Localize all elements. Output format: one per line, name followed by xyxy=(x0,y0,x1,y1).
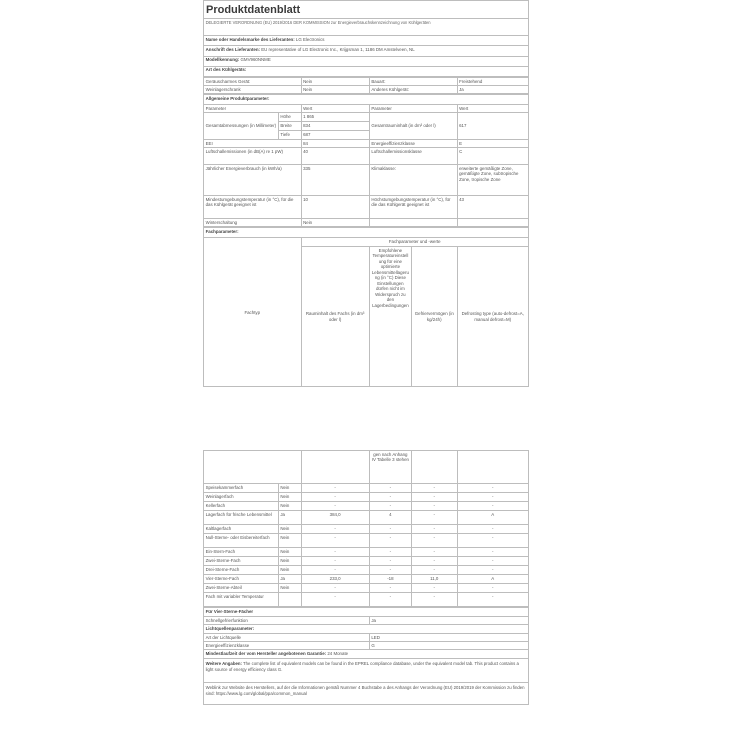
blank-cell xyxy=(204,451,302,484)
type-cell: Weinlagerschrank xyxy=(204,85,302,93)
compartment-present: Nein xyxy=(278,484,301,493)
compartment-group-header: Fachparameter und -werte xyxy=(301,238,529,247)
compartment-defrost: - xyxy=(457,525,529,534)
compartment-defrost: - xyxy=(457,593,529,607)
compartment-row xyxy=(204,493,529,502)
compartment-row xyxy=(204,557,529,566)
compartment-freezing: - xyxy=(412,493,458,502)
general-row xyxy=(204,148,529,165)
param-cell: Jährlicher Energieverbrauch (in kWh/a) xyxy=(204,165,302,196)
compartment-name: Speisekammerfach xyxy=(204,484,279,493)
param-cell: Mindestumgebungstemperatur (in °C), für die das Kühlgerät geeignet ist xyxy=(204,196,302,219)
compartment-present: Nein xyxy=(278,548,301,557)
compartment-row xyxy=(204,584,529,593)
value-cell: 335 xyxy=(301,165,369,196)
compartment-freezing: - xyxy=(412,557,458,566)
compartment-defrost: - xyxy=(457,534,529,548)
compartment-header-table xyxy=(203,227,529,387)
compartment-temperature: -18 xyxy=(369,575,411,584)
compartment-temperature: - xyxy=(369,484,411,493)
compartment-present: Ja xyxy=(278,511,301,525)
general-table xyxy=(203,94,529,227)
compartment-volume: - xyxy=(301,548,369,557)
further-info-value: The complete list of equivalent models can be found in the EPREL compliance database, under the equivalent model tab. This product contains a light source of energy efficiency class G. xyxy=(205,661,519,672)
warranty-row xyxy=(204,650,529,659)
type-row xyxy=(204,77,529,85)
dimension-value: 687 xyxy=(301,131,369,140)
page-title: Produktdatenblatt xyxy=(204,1,529,19)
compartment-name: Drei-Sterne-Fach xyxy=(204,566,279,575)
light-label: Art der Lichtquelle xyxy=(204,634,370,642)
compartment-present: Nein xyxy=(278,493,301,502)
compartment-freezing: - xyxy=(412,511,458,525)
further-info-row xyxy=(204,659,529,683)
compartment-present: Nein xyxy=(278,534,301,548)
compartment-name: Kaltlagerfach xyxy=(204,525,279,534)
compartment-defrost: - xyxy=(457,566,529,575)
sheet-bottom xyxy=(203,450,529,736)
compartment-freezing: - xyxy=(412,534,458,548)
compartment-defrost: - xyxy=(457,548,529,557)
type-cell: Geräuscharmes Gerät: xyxy=(204,77,302,85)
volume-header: Rauminhalt des Fachs (in dm³ oder l) xyxy=(301,247,369,387)
value-cell: Nein xyxy=(301,219,369,227)
compartment-volume: 233,0 xyxy=(301,575,369,584)
compartment-name: Zwei-Sterne-Fach xyxy=(204,557,279,566)
type-table xyxy=(203,77,529,94)
value-cell: C xyxy=(457,148,529,165)
compartment-present: Nein xyxy=(278,502,301,511)
dimensions-label: Gesamtabmessungen (in Millimeter) xyxy=(204,113,279,140)
compartment-name: Kellerfach xyxy=(204,502,279,511)
compartment-defrost: A xyxy=(457,575,529,584)
compartment-defrost: - xyxy=(457,584,529,593)
compartment-volume: - xyxy=(301,557,369,566)
compartment-volume: - xyxy=(301,534,369,548)
supplier-label: Name oder Handelsmarke des Lieferanten: xyxy=(205,36,295,42)
compartment-row xyxy=(204,534,529,548)
type-cell: Freistehend xyxy=(457,77,529,85)
value-cell: 40 xyxy=(301,148,369,165)
compartment-volume: - xyxy=(301,502,369,511)
header-cell: Wert xyxy=(301,105,369,113)
compartment-table xyxy=(203,450,529,607)
model-label: Modellkennung: xyxy=(205,57,240,63)
address-label: Anschrift des Lieferanten: xyxy=(205,46,260,52)
light-value: LED xyxy=(369,634,528,642)
compartment-freezing: - xyxy=(412,525,458,534)
temperature-header-continued: gen nach Anhang IV Tabelle 3 stehen xyxy=(369,451,411,484)
dimension-value: 1 865 xyxy=(301,113,369,122)
compartment-name: Fach mit variabler Temperatur xyxy=(204,593,279,607)
blank-cell xyxy=(301,451,369,484)
compartment-freezing: - xyxy=(412,593,458,607)
type-row xyxy=(204,85,529,93)
supplier-row xyxy=(204,36,529,46)
value-cell: 43 xyxy=(457,196,529,219)
compartment-present: Nein xyxy=(278,584,301,593)
compartment-defrost: A xyxy=(457,511,529,525)
temperature-header: Empfohlene Temperatureinstellung für eine optimierte Lebensmittellagerung (in °C) Diese Einstellungen dürfen nicht im Widerspruch zu den Lagerbedingungen xyxy=(369,247,411,387)
compartment-freezing: - xyxy=(412,502,458,511)
quick-freeze-label: Schnellgefrierfunktion xyxy=(204,617,370,625)
value-cell: 84 xyxy=(301,140,369,148)
light-row xyxy=(204,642,529,650)
compartment-volume: 384,0 xyxy=(301,511,369,525)
compartment-present xyxy=(278,593,301,607)
compartment-volume: - xyxy=(301,584,369,593)
param-cell xyxy=(369,219,457,227)
volume-label: Gesamtrauminhalt (in dm³ oder l) xyxy=(369,113,457,140)
compartment-type-header: Fachtyp xyxy=(204,238,302,387)
footer-table xyxy=(203,607,529,705)
volume-value: 617 xyxy=(457,113,529,140)
compartment-freezing: 11,0 xyxy=(412,575,458,584)
general-row xyxy=(204,196,529,219)
value-cell: 10 xyxy=(301,196,369,219)
address-value: EU representative of LG Electronic Inc., Krijgsman 1, 1186 DM Amstelveen, NL xyxy=(261,46,415,52)
general-row xyxy=(204,140,529,148)
type-cell: Ja xyxy=(457,85,529,93)
compartment-temperature: 4 xyxy=(369,511,411,525)
light-value: G xyxy=(369,642,528,650)
supplier-value: LG Electronics xyxy=(295,36,325,42)
weblink-text: Weblink zur Website des Herstellers, auf der die Informationen gemäß Nummer 4 Buchstabe a des Anhangs der Verordnung (EU) 2019/2019 der Kommission zu finden sind: https://www.lg.com/global/ppa/common_manual xyxy=(204,683,529,705)
compartment-freezing: - xyxy=(412,548,458,557)
value-cell: erweiterte gemäßigte Zone, gemäßigte Zone, subtropische Zone, tropische Zone xyxy=(457,165,529,196)
light-row xyxy=(204,634,529,642)
compartment-section-heading: Fachparameter: xyxy=(204,228,529,238)
compartment-volume: - xyxy=(301,566,369,575)
param-cell: Luftschallemissionsklasse xyxy=(369,148,457,165)
address-row xyxy=(204,46,529,56)
compartment-row xyxy=(204,525,529,534)
compartment-name: Weinlagerfach xyxy=(204,493,279,502)
compartment-temperature: - xyxy=(369,525,411,534)
compartment-volume: - xyxy=(301,593,369,607)
compartment-present: Ja xyxy=(278,575,301,584)
compartment-temperature: - xyxy=(369,548,411,557)
compartment-row xyxy=(204,575,529,584)
value-cell: E xyxy=(457,140,529,148)
model-row xyxy=(204,56,529,66)
freezing-header: Gefriervermögen (in kg/24h) xyxy=(412,247,458,387)
compartment-present: Nein xyxy=(278,525,301,534)
type-cell: Bauart: xyxy=(369,77,457,85)
dimension-name: Tiefe xyxy=(278,131,301,140)
general-section-heading: Allgemeine Produktparameter: xyxy=(204,94,529,104)
compartment-row xyxy=(204,511,529,525)
dimension-name: Höhe xyxy=(278,113,301,122)
compartment-defrost: - xyxy=(457,493,529,502)
param-cell: Luftschallemissionen (in dB(A) re 1 pW) xyxy=(204,148,302,165)
value-cell xyxy=(457,219,529,227)
compartment-row xyxy=(204,484,529,493)
param-cell: Höchstumgebungstemperatur (in °C), für die das Kühlgerät geeignet ist xyxy=(369,196,457,219)
type-cell: Nein xyxy=(301,77,369,85)
compartment-row xyxy=(204,593,529,607)
compartment-temperature: - xyxy=(369,566,411,575)
compartment-temperature: - xyxy=(369,534,411,548)
dimension-name: Breite xyxy=(278,122,301,131)
quick-freeze-value: Ja xyxy=(369,617,528,625)
general-row xyxy=(204,219,529,227)
param-cell: EEI xyxy=(204,140,302,148)
compartment-present: Nein xyxy=(278,566,301,575)
compartment-temperature: - xyxy=(369,502,411,511)
model-value: GMV960NNME xyxy=(240,57,271,63)
compartment-row xyxy=(204,566,529,575)
header-cell: Parameter xyxy=(369,105,457,113)
param-cell: Energieeffizienzklasse xyxy=(369,140,457,148)
general-header-row xyxy=(204,105,529,113)
compartment-temperature: - xyxy=(369,493,411,502)
compartment-defrost: - xyxy=(457,484,529,493)
light-heading: Lichtquellenparameter: xyxy=(204,625,529,634)
four-star-heading: Für Vier-Sterne-Fächer xyxy=(204,608,529,617)
compartment-name: Vier-Sterne-Fach xyxy=(204,575,279,584)
regulation-text: DELEGIERTE VERORDNUNG (EU) 2019/2016 DER KOMMISSION zur Energieverbrauchskennzeichnung von Kühlgeräten xyxy=(204,19,529,36)
header-cell: Parameter xyxy=(204,105,302,113)
compartment-name: Zwei-Sterne-Abteil xyxy=(204,584,279,593)
header-table xyxy=(203,0,529,77)
compartment-freezing: - xyxy=(412,566,458,575)
compartment-row xyxy=(204,548,529,557)
compartment-name: Lagerfach für frische Lebensmittel xyxy=(204,511,279,525)
quick-freeze-row xyxy=(204,617,529,625)
compartment-temperature: - xyxy=(369,584,411,593)
compartment-volume: - xyxy=(301,484,369,493)
param-cell: Klimaklasse: xyxy=(369,165,457,196)
further-info-label: Weitere Angaben: xyxy=(205,661,242,667)
compartment-rows xyxy=(204,484,529,607)
blank-cell xyxy=(412,451,458,484)
sheet-top xyxy=(203,0,529,450)
compartment-volume: - xyxy=(301,525,369,534)
compartment-volume: - xyxy=(301,493,369,502)
header-cell: Wert xyxy=(457,105,529,113)
param-cell: Winterschaltung xyxy=(204,219,302,227)
type-cell: Anderes Kühlgerät: xyxy=(369,85,457,93)
compartment-freezing: - xyxy=(412,484,458,493)
blank-cell xyxy=(457,451,529,484)
compartment-defrost: - xyxy=(457,502,529,511)
compartment-name: Null-Sterne- oder Eisbereiterfach xyxy=(204,534,279,548)
compartment-present: Nein xyxy=(278,557,301,566)
compartment-name: Ein-Stern-Fach xyxy=(204,548,279,557)
compartment-freezing: - xyxy=(412,584,458,593)
light-label: Energieeffizienzklasse xyxy=(204,642,370,650)
general-row xyxy=(204,165,529,196)
warranty-value: 24 Monate xyxy=(327,650,349,656)
warranty-label: Mindestlaufzeit der vom Hersteller angebotenen Garantie: xyxy=(205,650,327,656)
compartment-temperature: - xyxy=(369,557,411,566)
dimension-value: 834 xyxy=(301,122,369,131)
type-cell: Nein xyxy=(301,85,369,93)
compartment-defrost: - xyxy=(457,557,529,566)
compartment-row xyxy=(204,502,529,511)
compartment-temperature: - xyxy=(369,593,411,607)
defrost-header: Defrosting type (auto-defrost=A, manual defrost=M) xyxy=(457,247,529,387)
type-section-heading: Art des Kühlgeräts: xyxy=(204,66,529,76)
